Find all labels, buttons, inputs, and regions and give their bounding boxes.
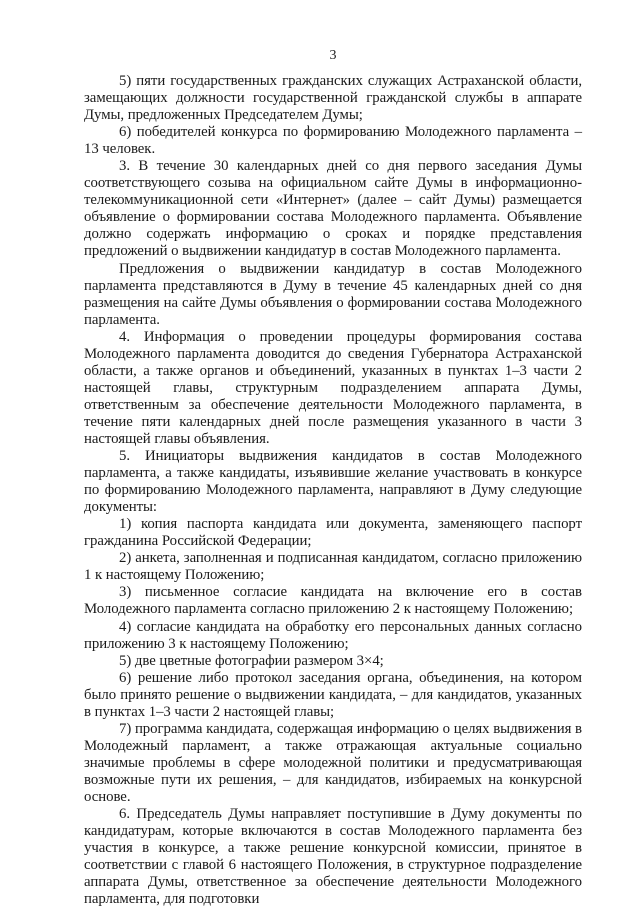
paragraph-clause-3: 3. В течение 30 календарных дней со дня первого заседания Думы соответствующего созыва на официальном сайте Думы в информационно-телекоммуникационной сети «Интернет» (далее – сайт Думы) размещается объявление о формировании состава Молодежного парламента. Объявление должно содержать информацию о сроках и порядке представления предложений о выдвижении кандидатур в состав Молодежного парламента. — [84, 158, 582, 260]
paragraph-clause-5: 5. Инициаторы выдвижения кандидатов в состав Молодежного парламента, а также кандидаты, изъявившие желание участвовать в конкурсе по формированию Молодежного парламента, направляют в Думу следующие документы: — [84, 448, 582, 516]
paragraph-doc-4-personal-data: 4) согласие кандидата на обработку его персональных данных согласно приложению 3 к настоящему Положению; — [84, 618, 582, 652]
page-number: 3 — [329, 48, 337, 63]
paragraph-doc-7-program: 7) программа кандидата, содержащая информацию о целях выдвижения в Молодежный парламент, а также отражающая актуальные социально значимые проблемы в сфере молодежной политики и предусматривающая возможные пути их решения, – для кандидатов, избираемых на конкурсной основе. — [84, 720, 582, 805]
paragraph-doc-5-photos: 5) две цветные фотографии размером 3×4; — [119, 652, 384, 669]
document-body — [84, 73, 582, 908]
paragraph-doc-2-questionnaire: 2) анкета, заполненная и подписанная кандидатом, согласно приложению 1 к настоящему Положению; — [84, 550, 582, 584]
paragraph-item-6-contest-winners: 6) победителей конкурса по формированию Молодежного парламента – 13 человек. — [84, 124, 582, 158]
paragraph-doc-3-consent: 3) письменное согласие кандидата на включение его в состав Молодежного парламента согласно приложению 2 к настоящему Положению; — [84, 584, 582, 618]
paragraph-clause-4: 4. Информация о проведении процедуры формирования состава Молодежного парламента доводится до сведения Губернатора Астраханской области, а также органов и объединений, указанных в пунктах 1–3 части 2 настоящей главы, структурным подразделением аппарата Думы, ответственным за обеспечение деятельности Молодежного парламента, в течение пяти календарных дней после размещения указанного в части 3 настоящей главы объявления. — [84, 328, 582, 447]
paragraph-proposals: Предложения о выдвижении кандидатур в состав Молодежного парламента представляются в Думу в течение 45 календарных дней со дня размещения на сайте Думы объявления о формировании состава Молодежного парламента. — [84, 260, 582, 328]
paragraph-doc-1-passport: 1) копия паспорта кандидата или документа, заменяющего паспорт гражданина Российской Федерации; — [84, 516, 582, 550]
paragraph-clause-6: 6. Председатель Думы направляет поступившие в Думу документы по кандидатурам, которые включаются в состав Молодежного парламента без участия в конкурсе, а также решение конкурсной комиссии, принятое в соответствии с главой 6 настоящего Положения, в структурное подразделение аппарата Думы, ответственное за обеспечение деятельности Молодежного парламента, для подготовки — [84, 806, 582, 908]
paragraph-doc-6-decision: 6) решение либо протокол заседания органа, объединения, на котором было принято решение о выдвижении кандидата, – для кандидатов, указанных в пунктах 1–3 части 2 настоящей главы; — [84, 669, 582, 720]
paragraph-item-5-civil-servants: 5) пяти государственных гражданских служащих Астраханской области, замещающих должности государственной гражданской службы в аппарате Думы, предложенных Председателем Думы; — [84, 73, 582, 124]
